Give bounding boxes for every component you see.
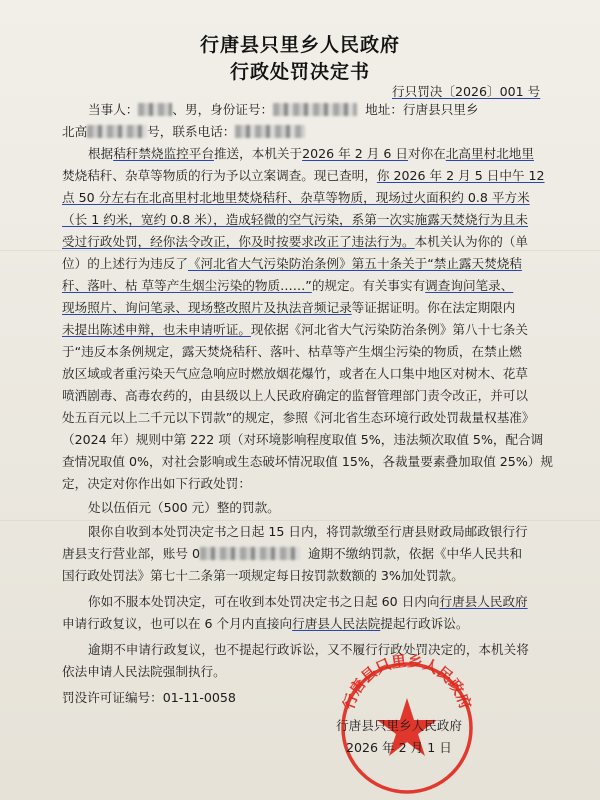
body-text: 调查询问笔录、 bbox=[425, 278, 514, 293]
body-line-15 bbox=[62, 454, 582, 470]
body-text: 现依据《河北省大气污染防治条例》第八十七条关 bbox=[250, 322, 528, 337]
issuer-text: 行唐县只里乡人民政府 bbox=[336, 718, 462, 733]
body-text: 放区域或者重污染天气应急响应时燃放烟花爆竹，或者在人口集中地区对树木、花草 bbox=[62, 366, 528, 381]
redacted-name bbox=[138, 103, 172, 116]
body-text: （长 1 约米，宽约 0.8 米），造成轻微的空气污染，系第一次实施露天焚烧行为且未 bbox=[62, 212, 528, 227]
body-line-5 bbox=[62, 234, 582, 250]
body-text: 的规定。有关事实有 bbox=[311, 278, 426, 293]
body-text: 本机关认为你的（单 bbox=[414, 234, 528, 249]
payment-line-3 bbox=[62, 568, 582, 584]
appeal-text: 提起行政诉讼。 bbox=[380, 616, 469, 631]
party-gender: 、男，身份证号： bbox=[172, 102, 274, 117]
party-line2 bbox=[62, 124, 582, 140]
document-title-line2: 行政处罚决定书 bbox=[229, 61, 370, 83]
body-text: 定，决定对你作出如下行政处罚： bbox=[62, 476, 251, 491]
body-line-16 bbox=[62, 476, 582, 492]
appeal-text: 行唐县人民法院 bbox=[292, 616, 381, 631]
redacted-village bbox=[87, 125, 147, 138]
payment-text: 限你自收到本处罚决定书之日起 15 日内，将罚款缴至行唐县财政局邮政银行行 bbox=[88, 524, 528, 539]
body-text: 喷洒剧毒、高毒农药的，由县级以上人民政府确定的监督管理部门责令改正，并可以 bbox=[62, 388, 528, 403]
enforce-text: 依法申请人民法院强制执行。 bbox=[62, 664, 226, 679]
body-text: 北高里村北地里 bbox=[445, 146, 534, 161]
party-address-cont: 北高 bbox=[62, 124, 88, 139]
date-text: 2026 年 2 月 1 日 bbox=[346, 740, 452, 755]
document-number-text: 行只罚决〔2026〕001 号 bbox=[392, 84, 541, 99]
body-text: 根据 bbox=[88, 146, 114, 161]
payment-line-1 bbox=[88, 524, 600, 540]
body-line-13 bbox=[62, 410, 582, 426]
body-line-10 bbox=[62, 344, 582, 360]
document-number bbox=[392, 84, 572, 100]
seal-text: 行唐县只里乡人民政府 bbox=[339, 651, 475, 712]
penalty-text: 处以伍佰元（500 元）整的罚款。 bbox=[88, 500, 280, 515]
body-text: 《河北省大气污染防治条例》第五十条关于“禁止露天焚烧秸 bbox=[187, 256, 522, 271]
body-text: 焚烧秸秆、杂草等物质的行为予以立案调查。现已查明， bbox=[62, 168, 377, 183]
appeal-text: 你如不服本处罚决定，可在收到本处罚决定书之日起 60 日内向 bbox=[88, 594, 440, 609]
body-text: 2026 年 2 月 6 日 bbox=[302, 146, 408, 161]
body-text: 你 2026 年 2 月 5 日中午 12 bbox=[376, 168, 545, 183]
body-text: 受过行政处罚，经你法令改正，你及时按要求改正了违法行为。 bbox=[62, 234, 415, 249]
body-text: 点 50 分左右在北高里村北地里焚烧秸秆、杂草等物质，现场过火面积约 0.8 平方米 bbox=[62, 190, 530, 205]
body-line-7 bbox=[62, 278, 582, 294]
body-text: 秸秆禁烧监控平台 bbox=[113, 146, 214, 161]
body-line-6 bbox=[62, 256, 582, 272]
body-line-11 bbox=[62, 366, 582, 382]
party-address: 地址：行唐县只里乡 bbox=[365, 102, 479, 117]
payment-line-2 bbox=[62, 546, 582, 562]
paper-fold-line bbox=[0, 520, 600, 521]
body-line-9 bbox=[62, 322, 582, 338]
issue-date bbox=[346, 740, 516, 756]
body-text: 查情况取值 0%，对社会影响或生态破坏情况取值 15%，各裁量要素叠加取值 25%）规 bbox=[62, 454, 553, 469]
appeal-line-1 bbox=[88, 594, 600, 610]
payment-text: 国行政处罚法》第七十二条第一项规定每日按罚款数额的 3%加处罚款。 bbox=[62, 568, 464, 583]
redacted-id bbox=[273, 103, 357, 116]
body-line-12 bbox=[62, 388, 582, 404]
body-text: 处五百元以上二千元以下罚款”的规定，参照《河北省生态环境行政处罚裁量权基准》 bbox=[62, 410, 535, 425]
permit-label: 罚没许可证编号： bbox=[62, 690, 163, 705]
body-text: 等证据证明。你在法定期限内 bbox=[351, 300, 516, 315]
paper-fold-line bbox=[0, 250, 600, 251]
redacted-account bbox=[200, 547, 300, 560]
body-line-14 bbox=[62, 432, 582, 448]
body-text: 未提出陈述申辩，也未申请听证。 bbox=[62, 322, 251, 337]
permit-number: 01-11-0058 bbox=[162, 690, 236, 705]
body-line-1 bbox=[88, 146, 600, 162]
party-label: 当事人： bbox=[88, 102, 139, 117]
body-text: 于“违反本条例规定，露天焚烧秸秆、落叶、枯草等产生烟尘污染的物质，在禁止燃 bbox=[62, 344, 522, 359]
body-line-3 bbox=[62, 190, 582, 206]
payment-text: 唐县支行营业部，账号 0 bbox=[62, 546, 200, 561]
penalty-line bbox=[88, 500, 600, 516]
party-line bbox=[88, 102, 600, 118]
body-text: 秆、落叶、枯 草等产生烟尘污染的物质……” bbox=[62, 278, 312, 293]
party-phone-label: 号，联系电话： bbox=[147, 124, 236, 139]
appeal-text: 申请行政复议，也可以在 6 个月内直接向 bbox=[62, 616, 293, 631]
appeal-line-2 bbox=[62, 616, 582, 632]
enforce-text: 逾期不申请行政复议，也不提起行政诉讼，又不履行行政处罚决定的，本机关将 bbox=[88, 642, 529, 657]
body-line-4 bbox=[62, 212, 582, 228]
document-title-line1: 行唐县只里乡人民政府 bbox=[199, 34, 400, 56]
body-line-2 bbox=[62, 168, 582, 184]
body-line-8 bbox=[62, 300, 582, 316]
body-text: 位）的上述行为违反了 bbox=[62, 256, 188, 271]
enforce-line-2 bbox=[62, 664, 582, 680]
appeal-text: 行唐县人民政府 bbox=[439, 594, 528, 609]
body-text: 推送，本机关于 bbox=[213, 146, 303, 161]
issuer-name bbox=[336, 718, 516, 734]
body-text: 现场照片、询问笔录、现场整改照片及执法音频记录 bbox=[62, 300, 352, 315]
body-text: （2024 年）规则中第 222 项（对环境影响程度取值 5%，违法频次取值 5%，配合调 bbox=[62, 432, 544, 447]
payment-text: 逾期不缴纳罚款，依据《中华人民共和 bbox=[307, 546, 523, 561]
redacted-phone bbox=[235, 125, 305, 138]
body-text: 对你在 bbox=[407, 146, 446, 161]
permit-line bbox=[62, 690, 582, 706]
